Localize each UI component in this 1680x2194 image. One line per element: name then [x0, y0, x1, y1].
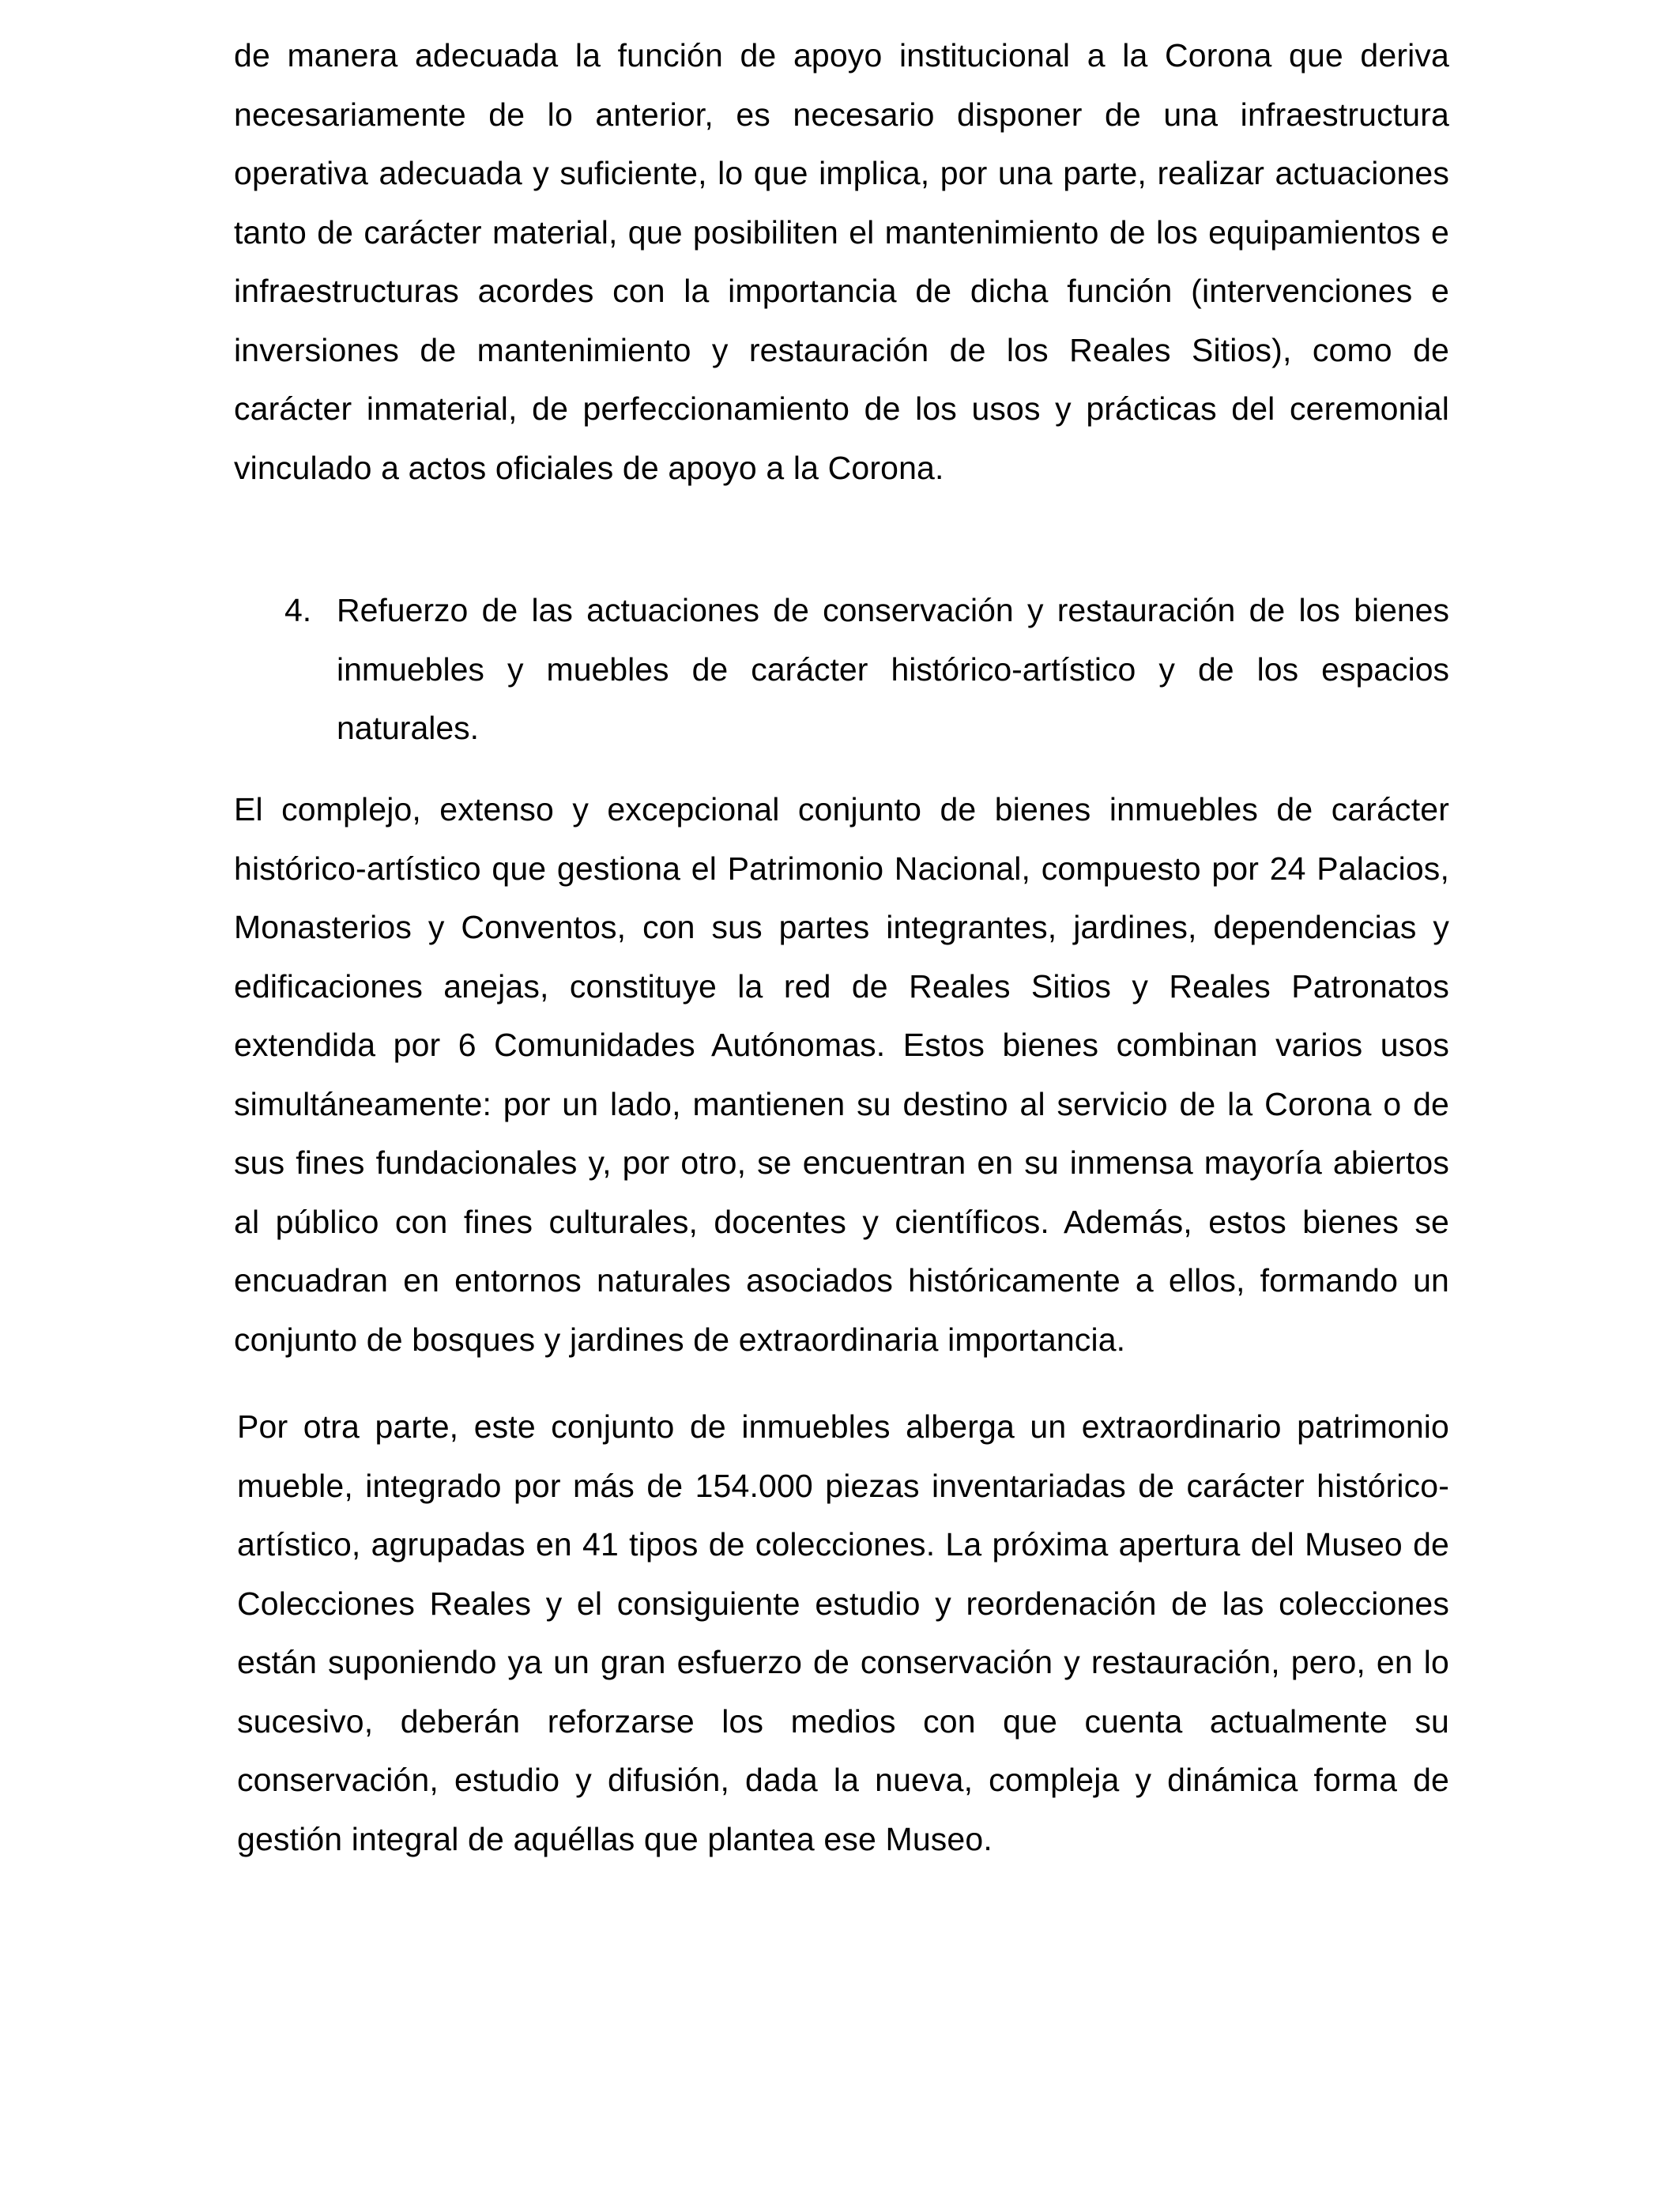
list-heading-text: Refuerzo de las actuaciones de conservación y restauración de los bienes inmuebles y muebles de carácter histórico-artístico y de los espacios naturales. [337, 592, 1449, 746]
paragraph-bienes-inmuebles: El complejo, extenso y excepcional conjunto de bienes inmuebles de carácter histórico-artístico que gestiona el Patrimonio Nacional, compuesto por 24 Palacios, Monasterios y Conventos, con sus partes integrantes, jardines, dependencias y edificaciones anejas, constituye la red de Reales Sitios y Reales Patronatos extendida por 6 Comunidades Autónomas. Estos bienes combinan varios usos simultáneamente: por un lado, mantienen su destino al servicio de la Corona o de sus fines fundacionales y, por otro, se encuentran en su inmensa mayoría abiertos al público con fines culturales, docentes y científicos. Además, estos bienes se encuadran en entornos naturales asociados históricamente a ellos, formando un conjunto de bosques y jardines de extraordinaria importancia. [234, 791, 1449, 1358]
paragraph-patrimonio-mueble: Por otra parte, este conjunto de inmuebles alberga un extraordinario patrimonio mueble, integrado por más de 154.000 piezas inventariadas de carácter histórico-artístico, agrupadas en 41 tipos de colecciones. La próxima apertura del Museo de Colecciones Reales y el consiguiente estudio y reordenación de las colecciones están suponiendo ya un gran esfuerzo de conservación y restauración, pero, en lo sucesivo, deberán reforzarse los medios con que cuenta actualmente su conservación, estudio y difusión, dada la nueva, compleja y dinámica forma de gestión integral de aquéllas que plantea ese Museo. [237, 1408, 1449, 1857]
paragraph-infraestructura: de manera adecuada la función de apoyo institucional a la Corona que deriva necesariamente de lo anterior, es necesario disponer de una infraestructura operativa adecuada y suficiente, lo que implica, por una parte, realizar actuaciones tanto de carácter material, que posibiliten el mantenimiento de los equipamientos e infraestructuras acordes con la importancia de dicha función (intervenciones e inversiones de mantenimiento y restauración de los Reales Sitios), como de carácter inmaterial, de perfeccionamiento de los usos y prácticas del ceremonial vinculado a actos oficiales de apoyo a la Corona. [234, 37, 1449, 486]
numbered-heading-item [284, 581, 1449, 758]
list-number: 4. [284, 592, 312, 628]
